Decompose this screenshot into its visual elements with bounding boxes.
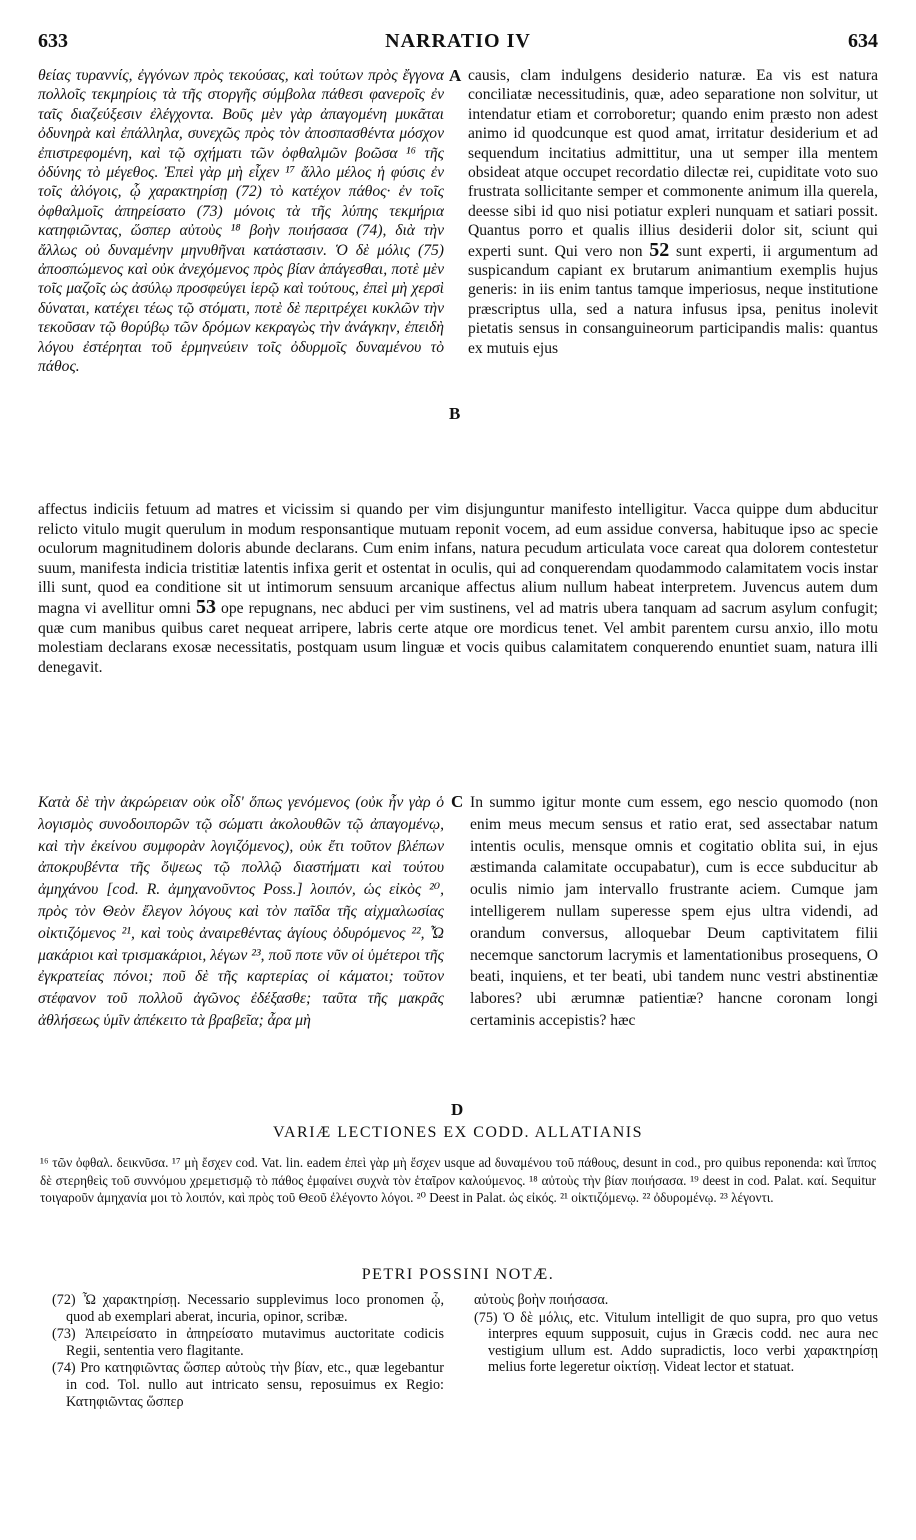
margin-marker-b: B bbox=[449, 404, 461, 423]
latin-text-2: In summo igitur monte cum essem, ego nescio quomodo (non enim meus mecum sensus et ratio erat, sed assectabar natum intentis oculis, mensque omnis et cogitatio oblita sui, in ejus æstimanda calamitate occupabatur), cum is ecce subducitur ab oculis nimio jam intervallo frustrante aciem. Cumque jam intelligerem nullam superesse spem ejus ultra videndi, ad orandum conversus, alloquebar Deum captivitatem filii necemque sanctorum lacrymis et lamentationibus prosequens, O beati, inquiens, et ter beati, ubi tandem nunc vestri abstinentiæ labores? ubi ærumnæ patientiæ? hancne coronam longi certaminis accepistis? hæc bbox=[470, 794, 878, 1029]
right-page-number: 634 bbox=[848, 30, 878, 52]
note-72: (72) Ὦ χαρακτηρίσῃ. Necessario supplevimus loco pronomen ᾧ, quod ab exemplari aberat, incuria, opinor, scribæ. bbox=[52, 1292, 444, 1325]
notes-column-right bbox=[474, 1292, 878, 1438]
greek-column-2 bbox=[38, 792, 444, 1122]
margin-marker-a: A bbox=[449, 66, 462, 85]
latin-full-text-b: ope repugnans, nec abduci per vim sustinens, vel ad matris ubera tanquam ad sacrum asylum confugit; quæ cum manibus quibus caret nequeat arripere, labris certe atque ore mordicus tenet. Vel ambit parentem cursu anxio, illo motu molestiam declarans exosæ necessitatis, postquam usum linguæ et vocis quibus calamitatem conquerendo enuntiet suam, natura illi denegavit. bbox=[38, 599, 878, 676]
latin-text-1a: causis, clam indulgens desiderio naturæ. Ea vis est natura conciliatæ necessitudinis, quæ, adeo separatione non solvitur, ut intendatur etiam et corroboretur; quando enim præsto non adest animo id quodcunque est quod amat, irritatur desiderium et ad sequendum incitatius admittitur, una ut semper illa mentem obsideat atque occupet recordatio dilectæ rei, cupiditate voto suo frustrata sollicitante semper et commonente animum illa querela, deesse sibi id quo nisi potiatur expleri nunquam et satiari possit. Quantus porro et qualis illius desiderii dolor sit, sciunt qui experti sunt. Qui vero non bbox=[468, 67, 878, 260]
margin-marker-d: D bbox=[451, 1100, 464, 1119]
left-page-number: 633 bbox=[38, 30, 68, 52]
latin-full-width-text bbox=[38, 500, 878, 782]
greek-text-1: θείας τυραννίς, ἐγγόνων πρὸς τεκούσας, καὶ τούτων πρὸς ἔγγονα πολλοῖς τεκμηρίοις τὰ τῆς στοργῆς σύμβολα πάθεσι φανεροῖς ἐν ταῖς διαζεύξεσιν ἐλέγχοντα. Βοῦς μὲν γὰρ ἀπαγομένη μυκᾶται ὀδυνηρὰ καὶ ἐπάλληλα, συνεχῶς πρὸς τὸν ἀποσπασθέντα μόσχον ἐπιστρεφομένη, καὶ τῷ σχήματι τῶν ὀφθαλμῶν βοῶσα ¹⁶ τῆς ὀδύνης τὸ μέγεθος. Ἐπεὶ γὰρ μὴ εἶχεν ¹⁷ ἄλλο μέλος ἡ φύσις ἐν τοῖς ἀλόγοις, ᾧ χαρακτηρίσῃ (72) τὸ κατέχον πάθος· ἐν τοῖς ὀφθαλμοῖς ἀπηρείσατο (73) μόνοις τὰ τῆς λύπης τεκμήρια κατηφιῶντας, ὥσπερ αὐτοὺς ¹⁸ βοὴν ποιήσασα (74), διὰ τὴν ἄλλως οὐ δυναμένην μηνυθῆναι κατάστασιν. Ὁ δὲ μόλις (75) ἀποσπώμενος καὶ οὐκ ἀνεχόμενος πρὸς βίαν ἀπάγεσθαι, ποτὲ μὲν τοῖς μαζοῖς ὡς ἀσύλῳ προσφεύγει ἱερῷ καὶ τούτους, ἐπεὶ μὴ χερσὶ δύναται, κατέχει τέως τῷ στόματι, ποτὲ δὲ περιτρέχει κυκλῶν τὴν τεκοῦσαν τῷ θορύβῳ τῶν δρόμων κεκραγὼς τὴν ἀνάγκην, ἐπειδὴ λόγου ἐστέρηται τοῦ ἑρμηνεύειν τοῖς ὀδυρμοῖς δυναμένου τὸ πάθος. bbox=[38, 67, 444, 376]
greek-text-2: Κατὰ δὲ τὴν ἀκρώρειαν οὐκ οἶδ' ὅπως γενόμενος (οὐκ ἦν γὰρ ὁ λογισμὸς συνοδοιπορῶν τῷ σώματι ἀκολουθῶν τῷ ἀπαγομένῳ, καὶ τὴν ἐκείνου συμφορὰν λογιζόμενος), οὐκ ἔτι τοῦτον βλέπων ἀποκρυβέντα τῆς ὄψεως τῷ πολλῷ διαστήματι καὶ τούτου ἀμηχάνου [cod. R. ἀμηχανοῦντος Poss.] λοιπόν, ὡς εἰκὸς ²⁰, πρὸς τὸν Θεὸν ἔλεγον λόγους καὶ τὸν παῖδα τῆς αἰχμαλωσίας οἰκτιζόμενος ²¹, καὶ τοὺς ἀναιρεθέντας ἁγίους ὀδυρόμενος ²², Ὦ μακάριοι καὶ τρισμακάριοι, λέγων ²³, ποῦ ποτε νῦν οἱ ὑμέτεροι τῆς ἐγκρατείας πόνοι; ποῦ δὲ τῆς καρτερίας οἱ κάματοι; τοῦτον στέφανον τοῦ πολλοῦ ἀγῶνος ἐδέξασθε; ταῦτα τῆς μακρᾶς ἀθλήσεως ὑμῖν ἀπέκειτο τὰ βραβεῖα; ἆρα μὴ bbox=[38, 794, 444, 1029]
latin-text-1b: sunt experti, ii argumentum ad suspicandum capiant ex brutarum animantium exemplis hujus generis: in iis enim tantus tamque imperiosus, neque institutione præscriptus ulla, sed a natura infusus ipsa, penitus inolevit pietatis sensus in consanguineorum participandis malis: quantus ex mutuis ejus bbox=[468, 242, 878, 357]
note-74: (74) Pro κατηφιῶντας ὥσπερ αὐτοὺς τὴν βίαν, etc., quæ legebantur in cod. Tol. nullo aut intricato sensu, reposuimus ex Regio: Κατηφιῶντας ὥσπερ bbox=[52, 1360, 444, 1410]
page-marker-52: 52 bbox=[649, 238, 670, 261]
latin-column-1 bbox=[468, 66, 878, 498]
page-header bbox=[38, 30, 878, 56]
latin-full-text-a: affectus indiciis fetuum ad matres et vicissim si quando per vim disjunguntur manifesto intelligitur. Vacca quippe dum abducitur relicto vitulo mugit querulum in modum responsantique mutuam reponit vocem, ad eum assidue conversa, habituque ipso ac specie oculorum magnitudinem doloris abunde declarans. Cum enim infans, natura pecudum articulata voce careat qua dolorem contestetur suum, manifesta indicia tristitiæ latentis infixa gerit et ostentat in oculis, qui ad conquerendam quodammodo calamitatem vocis instar illi sunt, quod ea conditione sit ut intimorum sensuum arcanique affectus alium nullum habeat interpretem. Juvencus autem dum magna vi avellitur omni bbox=[38, 501, 878, 617]
page-marker-53: 53 bbox=[195, 595, 216, 618]
notae-title: PETRI POSSINI NOTÆ. bbox=[361, 1266, 555, 1283]
note-74-continued: αὐτοὺς βοὴν ποιήσασα. bbox=[474, 1292, 609, 1308]
variae-lectiones-title: VARIÆ LECTIONES EX CODD. ALLATIANIS bbox=[273, 1124, 643, 1141]
variae-lectiones-text: ¹⁶ τῶν ὀφθαλ. δεικνῦσα. ¹⁷ μὴ ἔσχεν cod. Vat. lin. eadem ἐπεὶ γὰρ μὴ ἔσχεν usque ad δυναμένου τοῦ πάθους, desunt in cod., pro quibus reponenda: καὶ ἵππος δὲ στερηθεὶς τοῦ συννόμου χρεμετισμῷ τὸ πάθος ἐμφαίνει συχνὰ τὸν ἑταῖρον καλούμενος. ¹⁸ αὐτοὺς τὴν βίαν ποιήσασα. ¹⁹ deest in cod. Palat. καί. Sequitur τοιγαροῦν ἀμηχανία μοι τὸ λοιπόν, καὶ πρὸς τοῦ Θεοῦ ἐλέγοντο λόγοι. ²⁰ Deest in Palat. ὡς εἰκός. ²¹ οἰκτιζόμενῳ. ²² ὀδυρομένῳ. ²³ λέγοντι. bbox=[40, 1155, 876, 1206]
notes-column-left bbox=[52, 1292, 444, 1438]
note-75: (75) Ὁ δὲ μόλις, etc. Vitulum intelligit de quo supra, pro quo vetus interpres equum supposuit, cujus in Græcis codd. nec aura nec vestigium ullum est. Addo supradictis, loco verbi χαρακτηρίσῃ melius forte legeretur οἰκτίσῃ. Videat lector et statuat. bbox=[474, 1309, 878, 1376]
margin-marker-c: C bbox=[451, 792, 464, 811]
running-title: NARRATIO IV bbox=[385, 30, 531, 52]
note-73: (73) Ἀπειρείσατο in ἀπηρείσατο mutavimus auctoritate codicis Regii, sententia vero flagitante. bbox=[52, 1326, 444, 1359]
greek-column-1 bbox=[38, 66, 444, 498]
latin-column-2 bbox=[470, 792, 878, 1122]
